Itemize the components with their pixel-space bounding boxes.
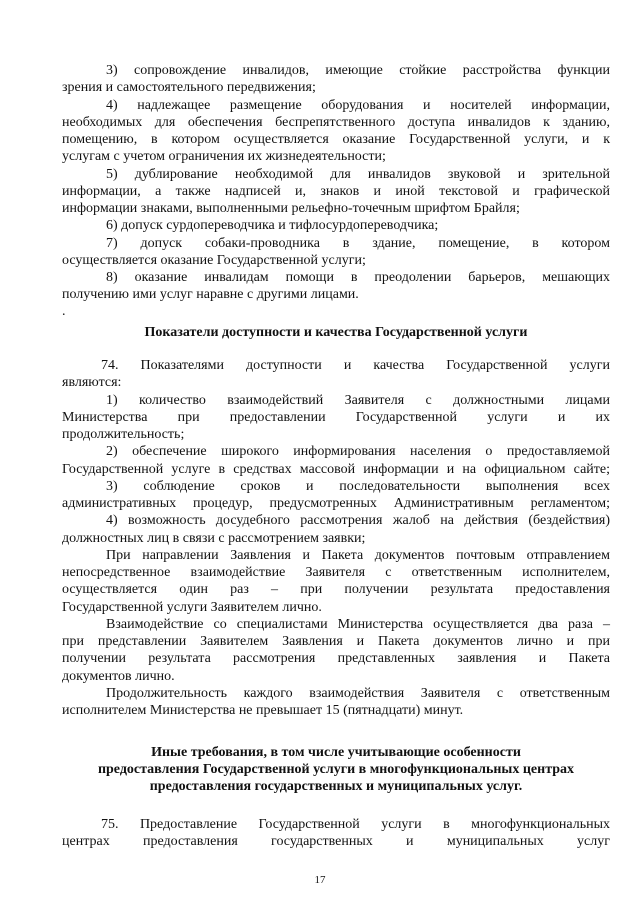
paragraph-line: зрения и самостоятельного передвижения;: [62, 80, 316, 95]
paragraph-line: 75. Предоставление Государственной услуги в многофункциональных: [101, 817, 610, 832]
paragraph-line: 6) допуск сурдопереводчика и тифлосурдопереводчика;: [106, 218, 439, 233]
stray-dot: .: [62, 304, 66, 319]
paragraph-line: 4) надлежащее размещение оборудования и носителей информации,: [106, 98, 610, 113]
paragraph-line: документов лично.: [62, 669, 175, 684]
section-heading: Иные требования, в том числе учитывающие особенности: [151, 745, 521, 760]
paragraph-line: информации знаками, выполненными рельефно-точечным шрифтом Брайля;: [62, 201, 520, 216]
paragraph-line: являются:: [62, 375, 122, 390]
paragraph-line: 3) соблюдение сроков и последовательности выполнения всех: [106, 479, 610, 494]
paragraph-line: Взаимодействие со специалистами Министерства осуществляется два раза –: [106, 617, 610, 632]
paragraph-line: услугам с учетом ограничения их жизнедеятельности;: [62, 149, 386, 164]
paragraph-line: 7) допуск собаки-проводника в здание, помещение, в котором: [106, 236, 610, 251]
paragraph-line: получению ими услуг наравне с другими лицами.: [62, 287, 359, 302]
section-heading: предоставления Государственной услуги в многофункциональных центрах: [97, 762, 575, 777]
paragraph-line: административных процедур, предусмотренных Административным регламентом;: [62, 496, 610, 511]
section-heading: предоставления государственных и муниципальных услуг.: [149, 779, 523, 794]
paragraph-line: осуществляется оказание Государственной услуги;: [62, 253, 366, 268]
paragraph-line: Министерства при предоставлении Государственной услуги и их: [62, 410, 610, 425]
paragraph-line: 2) обеспечение широкого информирования населения о предоставляемой: [106, 444, 610, 459]
paragraph-line: при представлении Заявителем Заявления и Пакета документов лично и при: [62, 634, 610, 649]
paragraph-line: Государственной услуге в средствах массовой информации и на официальном сайте;: [62, 462, 610, 477]
paragraph-line: Государственной услуги Заявителем лично.: [62, 600, 322, 615]
page-number: 17: [314, 874, 326, 886]
paragraph-line: 3) сопровождение инвалидов, имеющие стойкие расстройства функции: [106, 63, 610, 78]
section-heading: Показатели доступности и качества Государственной услуги: [144, 325, 528, 340]
paragraph-line: Продолжительность каждого взаимодействия Заявителя с ответственным: [106, 686, 610, 701]
paragraph-line: При направлении Заявления и Пакета документов почтовым отправлением: [106, 548, 610, 563]
paragraph-line: 4) возможность досудебного рассмотрения жалоб на действия (бездействия): [106, 513, 610, 528]
paragraph-line: информации, а также надписей и, знаков и иной текстовой и графической: [62, 184, 610, 199]
paragraph-line: необходимых для обеспечения беспрепятственного доступа инвалидов к зданию,: [62, 115, 610, 130]
paragraph-line: 74. Показателями доступности и качества Государственной услуги: [101, 358, 610, 373]
paragraph-line: центрах предоставления государственных и муниципальных услуг: [62, 834, 610, 849]
paragraph-line: получении результата рассмотрения представленных заявления и Пакета: [62, 651, 610, 666]
paragraph-line: исполнителем Министерства не превышает 15 (пятнадцати) минут.: [62, 703, 464, 718]
paragraph-line: 5) дублирование необходимой для инвалидов звуковой и зрительной: [106, 167, 610, 182]
paragraph-line: непосредственное взаимодействие Заявителя с ответственным исполнителем,: [62, 565, 610, 580]
paragraph-line: должностных лиц в связи с рассмотрением заявки;: [62, 531, 366, 546]
paragraph-line: продолжительность;: [62, 427, 185, 442]
paragraph-line: осуществляется один раз – при получении результата предоставления: [62, 582, 610, 597]
paragraph-line: 8) оказание инвалидам помощи в преодолении барьеров, мешающих: [106, 270, 610, 285]
paragraph-line: 1) количество взаимодействий Заявителя с должностными лицами: [106, 393, 610, 408]
paragraph-line: помещению, в котором осуществляется оказание Государственной услуги, и к: [62, 132, 610, 147]
